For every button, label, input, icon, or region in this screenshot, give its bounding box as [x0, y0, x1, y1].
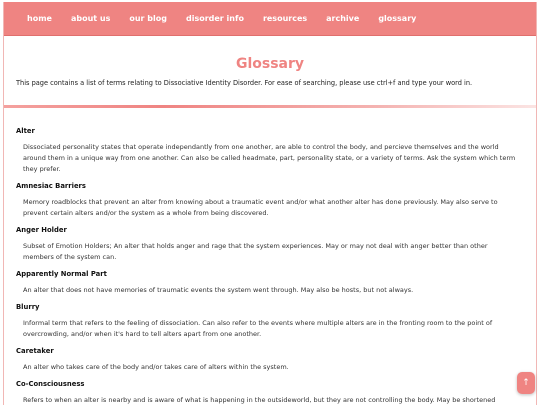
scroll-to-top-button[interactable] [517, 372, 535, 394]
nav-link-archive[interactable]: archive [326, 14, 360, 23]
glossary-definition: Subset of Emotion Holders; An alter that holds anger and rage that the system experiences. May or may not deal with anger better than other members of the system can. [23, 242, 488, 261]
page-frame [3, 2, 537, 405]
arrow-up-icon: ↑ [522, 378, 530, 388]
nav-link-about-us[interactable]: about us [70, 14, 111, 23]
top-navbar [4, 2, 536, 36]
nav-link-disorder-info[interactable]: disorder info [185, 14, 244, 23]
intro-text: This page contains a list of terms relating to Dissociative Identity Disorder. For ease of searching, please use ctrl+f and type your word in. [16, 79, 473, 87]
page-title: Glossary [235, 56, 305, 72]
nav-link-glossary[interactable]: glossary [378, 14, 417, 23]
glossary-definition: An alter who takes care of the body and/or takes care of alters within the system. [23, 363, 289, 371]
nav-link-resources[interactable]: resources [262, 14, 308, 23]
glossary-list [4, 127, 536, 405]
glossary-definition: Refers to when an alter is nearby and is aware of what is happening in the outsideworld, but they are not controlling the body. May be shortened [23, 396, 496, 404]
glossary-definition: Memory roadblocks that prevent an alter from knowing about a traumatic event and/or what another alter has done previously. May also serve to prevent certain alters and/or the system as a whole from being discovered. [23, 198, 498, 217]
glossary-term: Blurry [16, 303, 40, 311]
glossary-term: Apparently Normal Part [16, 270, 107, 278]
glossary-definition: Dissociated personality states that operate independantly from one another, are able to control the body, and percieve themselves and the world around them in a unique way from one another. Can also be called headmate, part, personality state, or a variety of terms. Ask the system which term they prefer. [23, 143, 516, 173]
glossary-term: Alter [16, 127, 35, 135]
section-divider [4, 105, 536, 108]
glossary-definition: An alter that does not have memories of traumatic events the system went through. May also be hosts, but not always. [23, 286, 414, 294]
glossary-term: Anger Holder [16, 226, 67, 234]
glossary-term: Amnesiac Barriers [16, 182, 86, 190]
glossary-term: Caretaker [16, 347, 54, 355]
glossary-definition: Informal term that refers to the feeling of dissociation. Can also refer to the events where multiple alters are in the fronting room to the point of overcrowding, and/or when it's hard to tell alters apart from one another. [23, 319, 493, 338]
nav-link-home[interactable]: home [27, 14, 52, 23]
nav-link-our-blog[interactable]: our blog [129, 14, 167, 23]
glossary-term: Co-Consciousness [16, 380, 85, 388]
